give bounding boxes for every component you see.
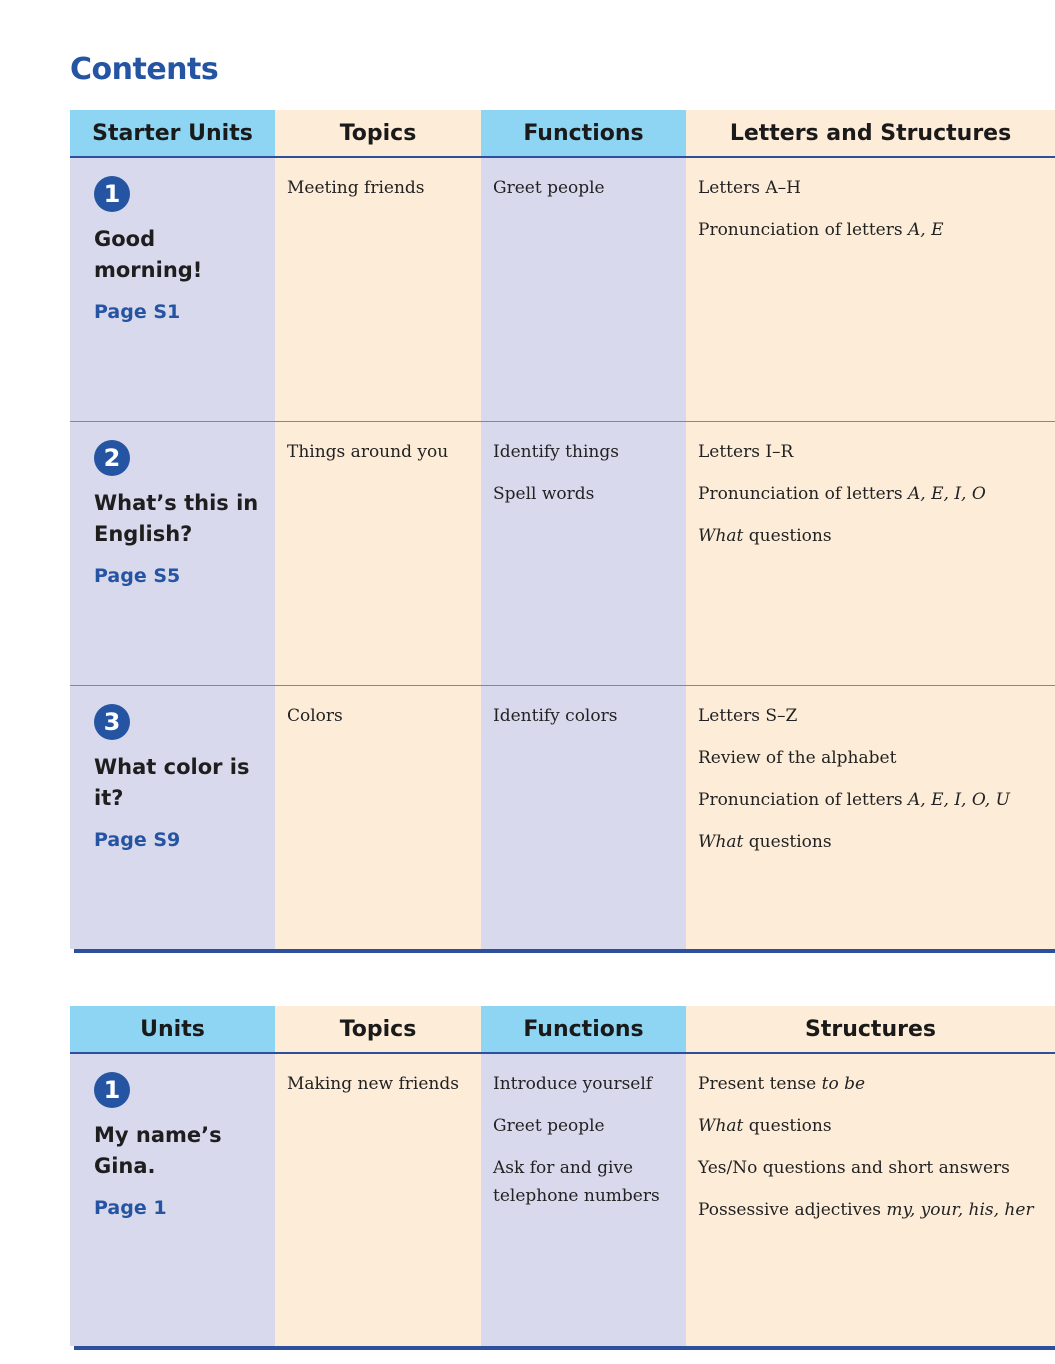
function-item: Ask for and give telephone numbers — [493, 1158, 660, 1206]
unit-page-link[interactable]: Page S5 — [94, 565, 181, 587]
unit-cell — [70, 422, 275, 685]
structure-item: Letters A–H — [698, 178, 801, 198]
structure-item: Letters I–R — [698, 442, 794, 462]
unit-number-badge: 3 — [94, 704, 130, 740]
header-functions: Functions — [481, 110, 686, 156]
unit-cell — [70, 158, 275, 421]
table-row — [70, 1054, 1055, 1346]
starter-units-table — [70, 110, 1055, 949]
page-title: Contents — [70, 52, 219, 87]
header-functions: Functions — [481, 1006, 686, 1052]
function-item: Greet people — [493, 1116, 605, 1136]
structure-item: What questions — [698, 526, 832, 546]
header-starter-units: Starter Units — [70, 110, 275, 156]
table-bottom-rule — [74, 1346, 1055, 1350]
structures-cell — [686, 686, 1055, 949]
function-item: Greet people — [493, 178, 605, 198]
structure-item: What questions — [698, 832, 832, 852]
topic-item: Colors — [287, 706, 343, 726]
structure-item: Pronunciation of letters A, E, I, O — [698, 484, 986, 504]
header-topics: Topics — [275, 110, 481, 156]
unit-page-link[interactable]: Page S9 — [94, 829, 181, 851]
structure-item: Letters S–Z — [698, 706, 798, 726]
header-structures: Structures — [686, 1006, 1055, 1052]
function-item: Identify things — [493, 442, 619, 462]
table-bottom-rule — [74, 949, 1055, 953]
unit-title: What’s this in English? — [94, 491, 259, 546]
unit-page-link[interactable]: Page 1 — [94, 1197, 167, 1219]
structure-item: Present tense to be — [698, 1074, 866, 1094]
functions-cell — [481, 686, 686, 949]
unit-cell — [70, 1054, 275, 1346]
unit-number-badge: 2 — [94, 440, 130, 476]
units-table — [70, 1006, 1055, 1346]
unit-title: My name’s Gina. — [94, 1123, 222, 1178]
topic-item: Meeting friends — [287, 178, 425, 198]
structure-item: What questions — [698, 1116, 832, 1136]
header-topics: Topics — [275, 1006, 481, 1052]
structure-item: Pronunciation of letters A, E — [698, 220, 944, 240]
functions-cell — [481, 158, 686, 421]
topics-cell — [275, 1054, 481, 1346]
table-header — [70, 1006, 1055, 1054]
topic-item: Things around you — [287, 442, 449, 462]
structure-item: Pronunciation of letters A, E, I, O, U — [698, 790, 1010, 810]
unit-cell — [70, 686, 275, 949]
structure-item: Yes/No questions and short answers — [698, 1158, 1010, 1178]
topics-cell — [275, 158, 481, 421]
unit-number-badge: 1 — [94, 1072, 130, 1108]
topics-cell — [275, 686, 481, 949]
functions-cell — [481, 1054, 686, 1346]
unit-number-badge: 1 — [94, 176, 130, 212]
structures-cell — [686, 422, 1055, 685]
table-row — [70, 686, 1055, 949]
structure-item: Possessive adjectives my, your, his, her — [698, 1200, 1034, 1220]
table-header — [70, 110, 1055, 158]
function-item: Spell words — [493, 484, 595, 504]
functions-cell — [481, 422, 686, 685]
unit-title: What color is it? — [94, 755, 250, 810]
function-item: Identify colors — [493, 706, 618, 726]
table-row — [70, 158, 1055, 422]
header-letters-structures: Letters and Structures — [686, 110, 1055, 156]
unit-title: Good morning! — [94, 227, 203, 282]
topics-cell — [275, 422, 481, 685]
unit-page-link[interactable]: Page S1 — [94, 301, 181, 323]
header-units: Units — [70, 1006, 275, 1052]
topic-item: Making new friends — [287, 1074, 459, 1094]
structures-cell — [686, 1054, 1055, 1346]
structure-item: Review of the alphabet — [698, 748, 897, 768]
function-item: Introduce yourself — [493, 1074, 653, 1094]
structures-cell — [686, 158, 1055, 421]
table-row — [70, 422, 1055, 686]
